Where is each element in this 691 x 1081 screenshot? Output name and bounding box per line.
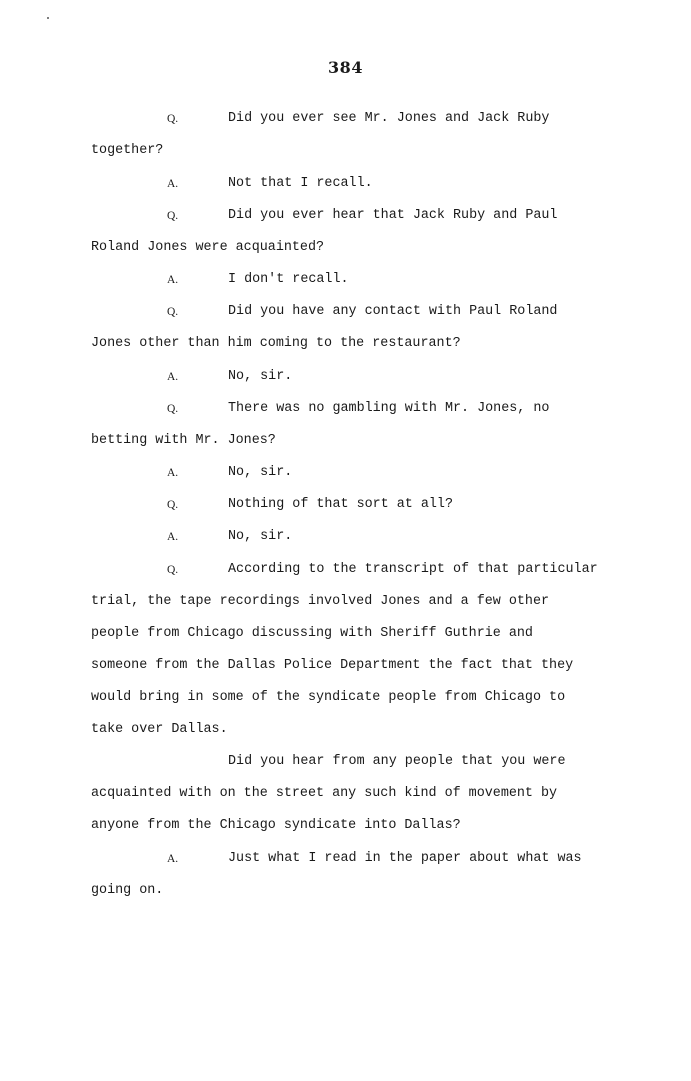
speaker-label: Q.	[167, 306, 179, 318]
transcript-line: betting with Mr. Jones?	[91, 433, 276, 448]
scan-speck	[47, 17, 49, 19]
transcript-line: Did you ever see Mr. Jones and Jack Ruby	[228, 111, 550, 126]
transcript-line: Did you ever hear that Jack Ruby and Paul	[228, 208, 558, 223]
speaker-label: A.	[167, 467, 179, 479]
speaker-label: Q.	[167, 210, 179, 222]
transcript-line: According to the transcript of that particular	[228, 562, 598, 577]
speaker-label: A.	[167, 371, 179, 383]
speaker-label: A.	[167, 853, 179, 865]
speaker-label: Q.	[167, 499, 179, 511]
transcript-line: acquainted with on the street any such kind of movement by	[91, 786, 558, 801]
page-number: 384	[328, 58, 363, 77]
transcript-line: going on.	[91, 883, 164, 898]
transcript-line: No, sir.	[228, 529, 293, 544]
transcript-line: someone from the Dallas Police Department the fact that they	[91, 658, 574, 673]
speaker-label: Q.	[167, 403, 179, 415]
transcript-line: Just what I read in the paper about what was	[228, 851, 582, 866]
transcript-line: Did you have any contact with Paul Roland	[228, 304, 558, 319]
transcript-line: Did you hear from any people that you were	[228, 754, 566, 769]
transcript-line: I don't recall.	[228, 272, 349, 287]
transcript-line: Not that I recall.	[228, 176, 373, 191]
transcript-line: Roland Jones were acquainted?	[91, 240, 325, 255]
transcript-line: Nothing of that sort at all?	[228, 497, 453, 512]
speaker-label: A.	[167, 274, 179, 286]
transcript-line: together?	[91, 143, 164, 158]
transcript-line: There was no gambling with Mr. Jones, no	[228, 401, 550, 416]
transcript-line: take over Dallas.	[91, 722, 228, 737]
transcript-line: trial, the tape recordings involved Jones and a few other	[91, 594, 550, 609]
transcript-line: would bring in some of the syndicate people from Chicago to	[91, 690, 566, 705]
transcript-line: No, sir.	[228, 465, 293, 480]
transcript-line: people from Chicago discussing with Sheriff Guthrie and	[91, 626, 533, 641]
transcript-line: Jones other than him coming to the restaurant?	[91, 336, 461, 351]
transcript-line: anyone from the Chicago syndicate into Dallas?	[91, 818, 461, 833]
speaker-label: Q.	[167, 113, 179, 125]
speaker-label: Q.	[167, 564, 179, 576]
transcript-line: No, sir.	[228, 369, 293, 384]
speaker-label: A.	[167, 178, 179, 190]
speaker-label: A.	[167, 531, 179, 543]
